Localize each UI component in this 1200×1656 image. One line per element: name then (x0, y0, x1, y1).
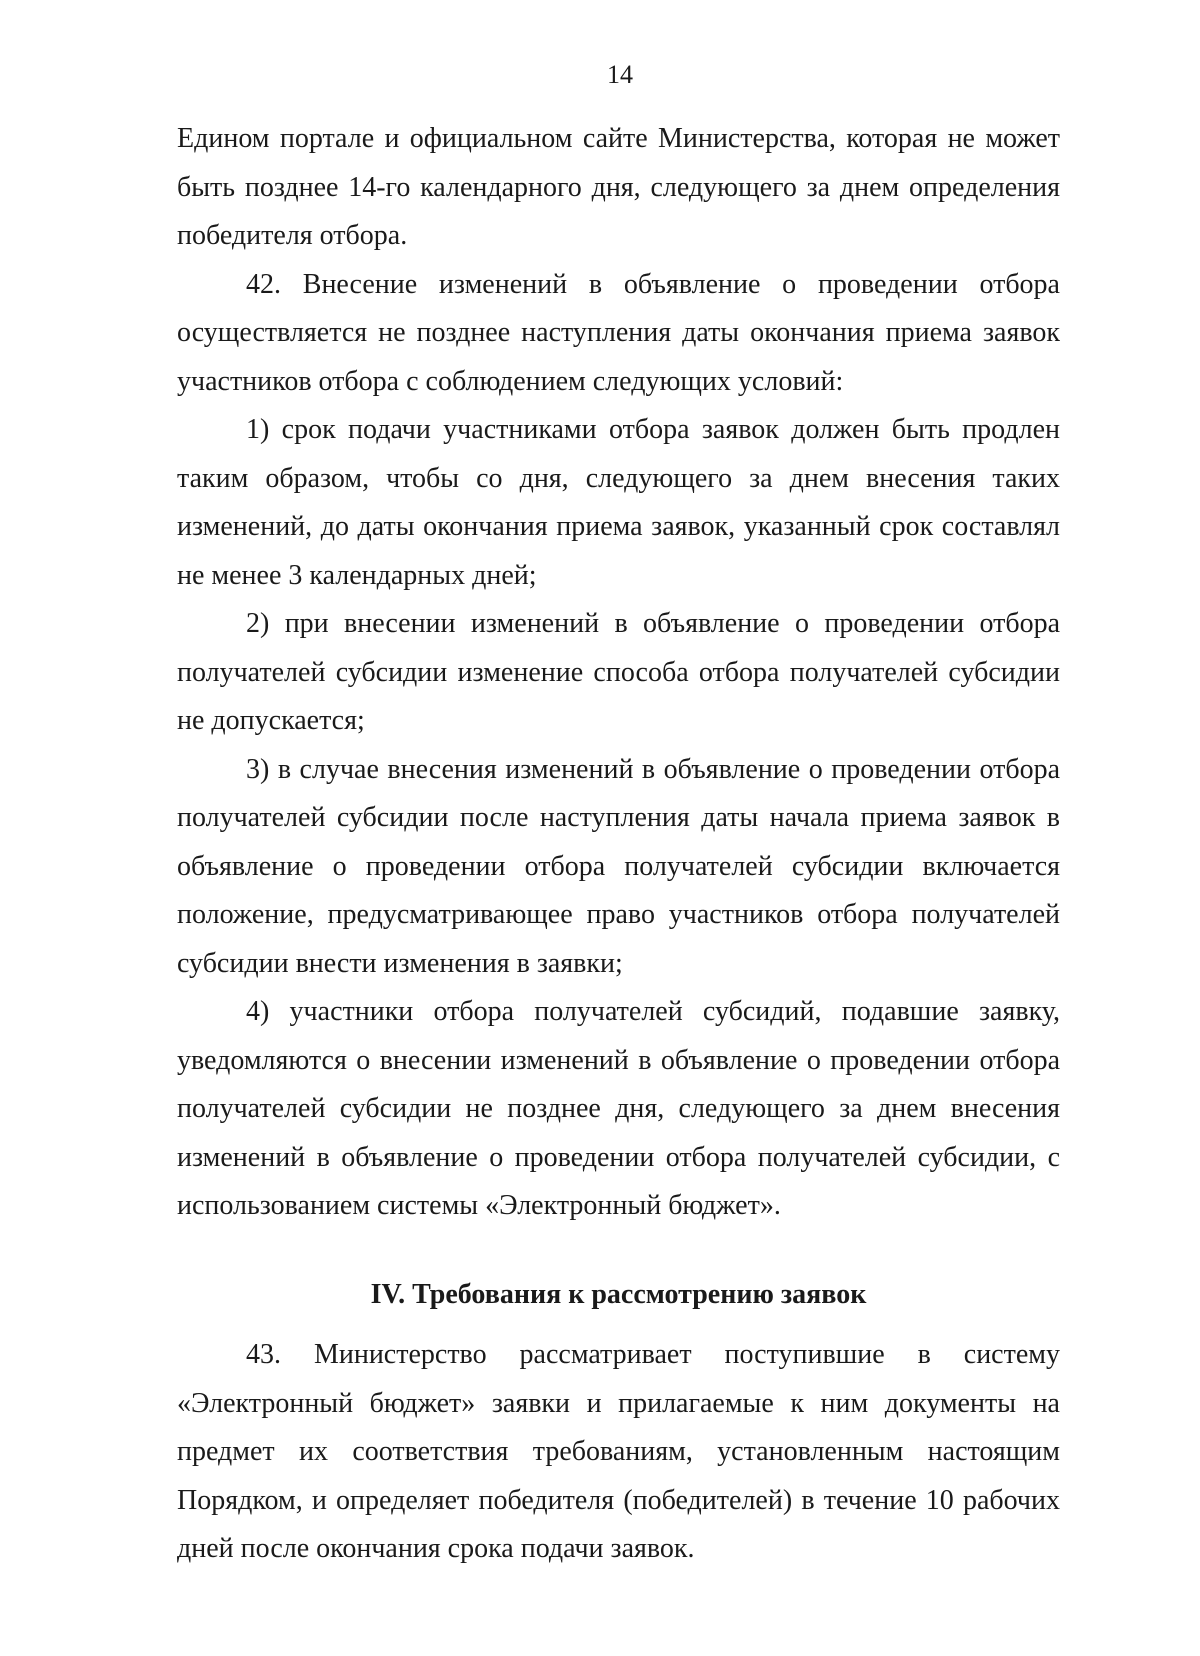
list-item-4: 4) участники отбора получателей субсидий, подавшие заявку, уведомляются о внесении изменений в объявление о проведении отбора получателей субсидии не позднее дня, следующего за днем внесения изменений в объявление о проведении отбора получателей субсидии, с использованием системы «Электронный бюджет». (177, 996, 1060, 1221)
paragraph-43: 43. Министерство рассматривает поступившие в систему «Электронный бюджет» заявки и прилагаемые к ним документы на предмет их соответствия требованиям, установленным настоящим Порядком, и определяет победителя (победителей) в течение 10 рабочих дней после окончания срока подачи заявок. (177, 1339, 1060, 1564)
section-heading: IV. Требования к рассмотрению заявок (370, 1278, 867, 1310)
paragraph-continuation: Едином портале и официальном сайте Министерства, которая не может быть позднее 14-го календарного дня, следующего за днем определения победителя отбора. (177, 123, 1060, 251)
list-item-2: 2) при внесении изменений в объявление о проведении отбора получателей субсидии изменение способа отбора получателей субсидии не допускается; (177, 608, 1060, 736)
list-item-1: 1) срок подачи участниками отбора заявок должен быть продлен таким образом, чтобы со дня, следующего за днем внесения таких изменений, до даты окончания приема заявок, указанный срок составлял не менее 3 календарных дней; (177, 414, 1060, 591)
list-item-3: 3) в случае внесения изменений в объявление о проведении отбора получателей субсидии после наступления даты начала приема заявок в объявление о проведении отбора получателей субсидии включается положение, предусматривающее право участников отбора получателей субсидии внести изменения в заявки; (177, 753, 1060, 979)
page-number: 14 (607, 60, 633, 89)
paragraph-42: 42. Внесение изменений в объявление о проведении отбора осуществляется не позднее наступления даты окончания приема заявок участников отбора с соблюдением следующих условий: (177, 268, 1060, 397)
document-body (177, 115, 1060, 1574)
